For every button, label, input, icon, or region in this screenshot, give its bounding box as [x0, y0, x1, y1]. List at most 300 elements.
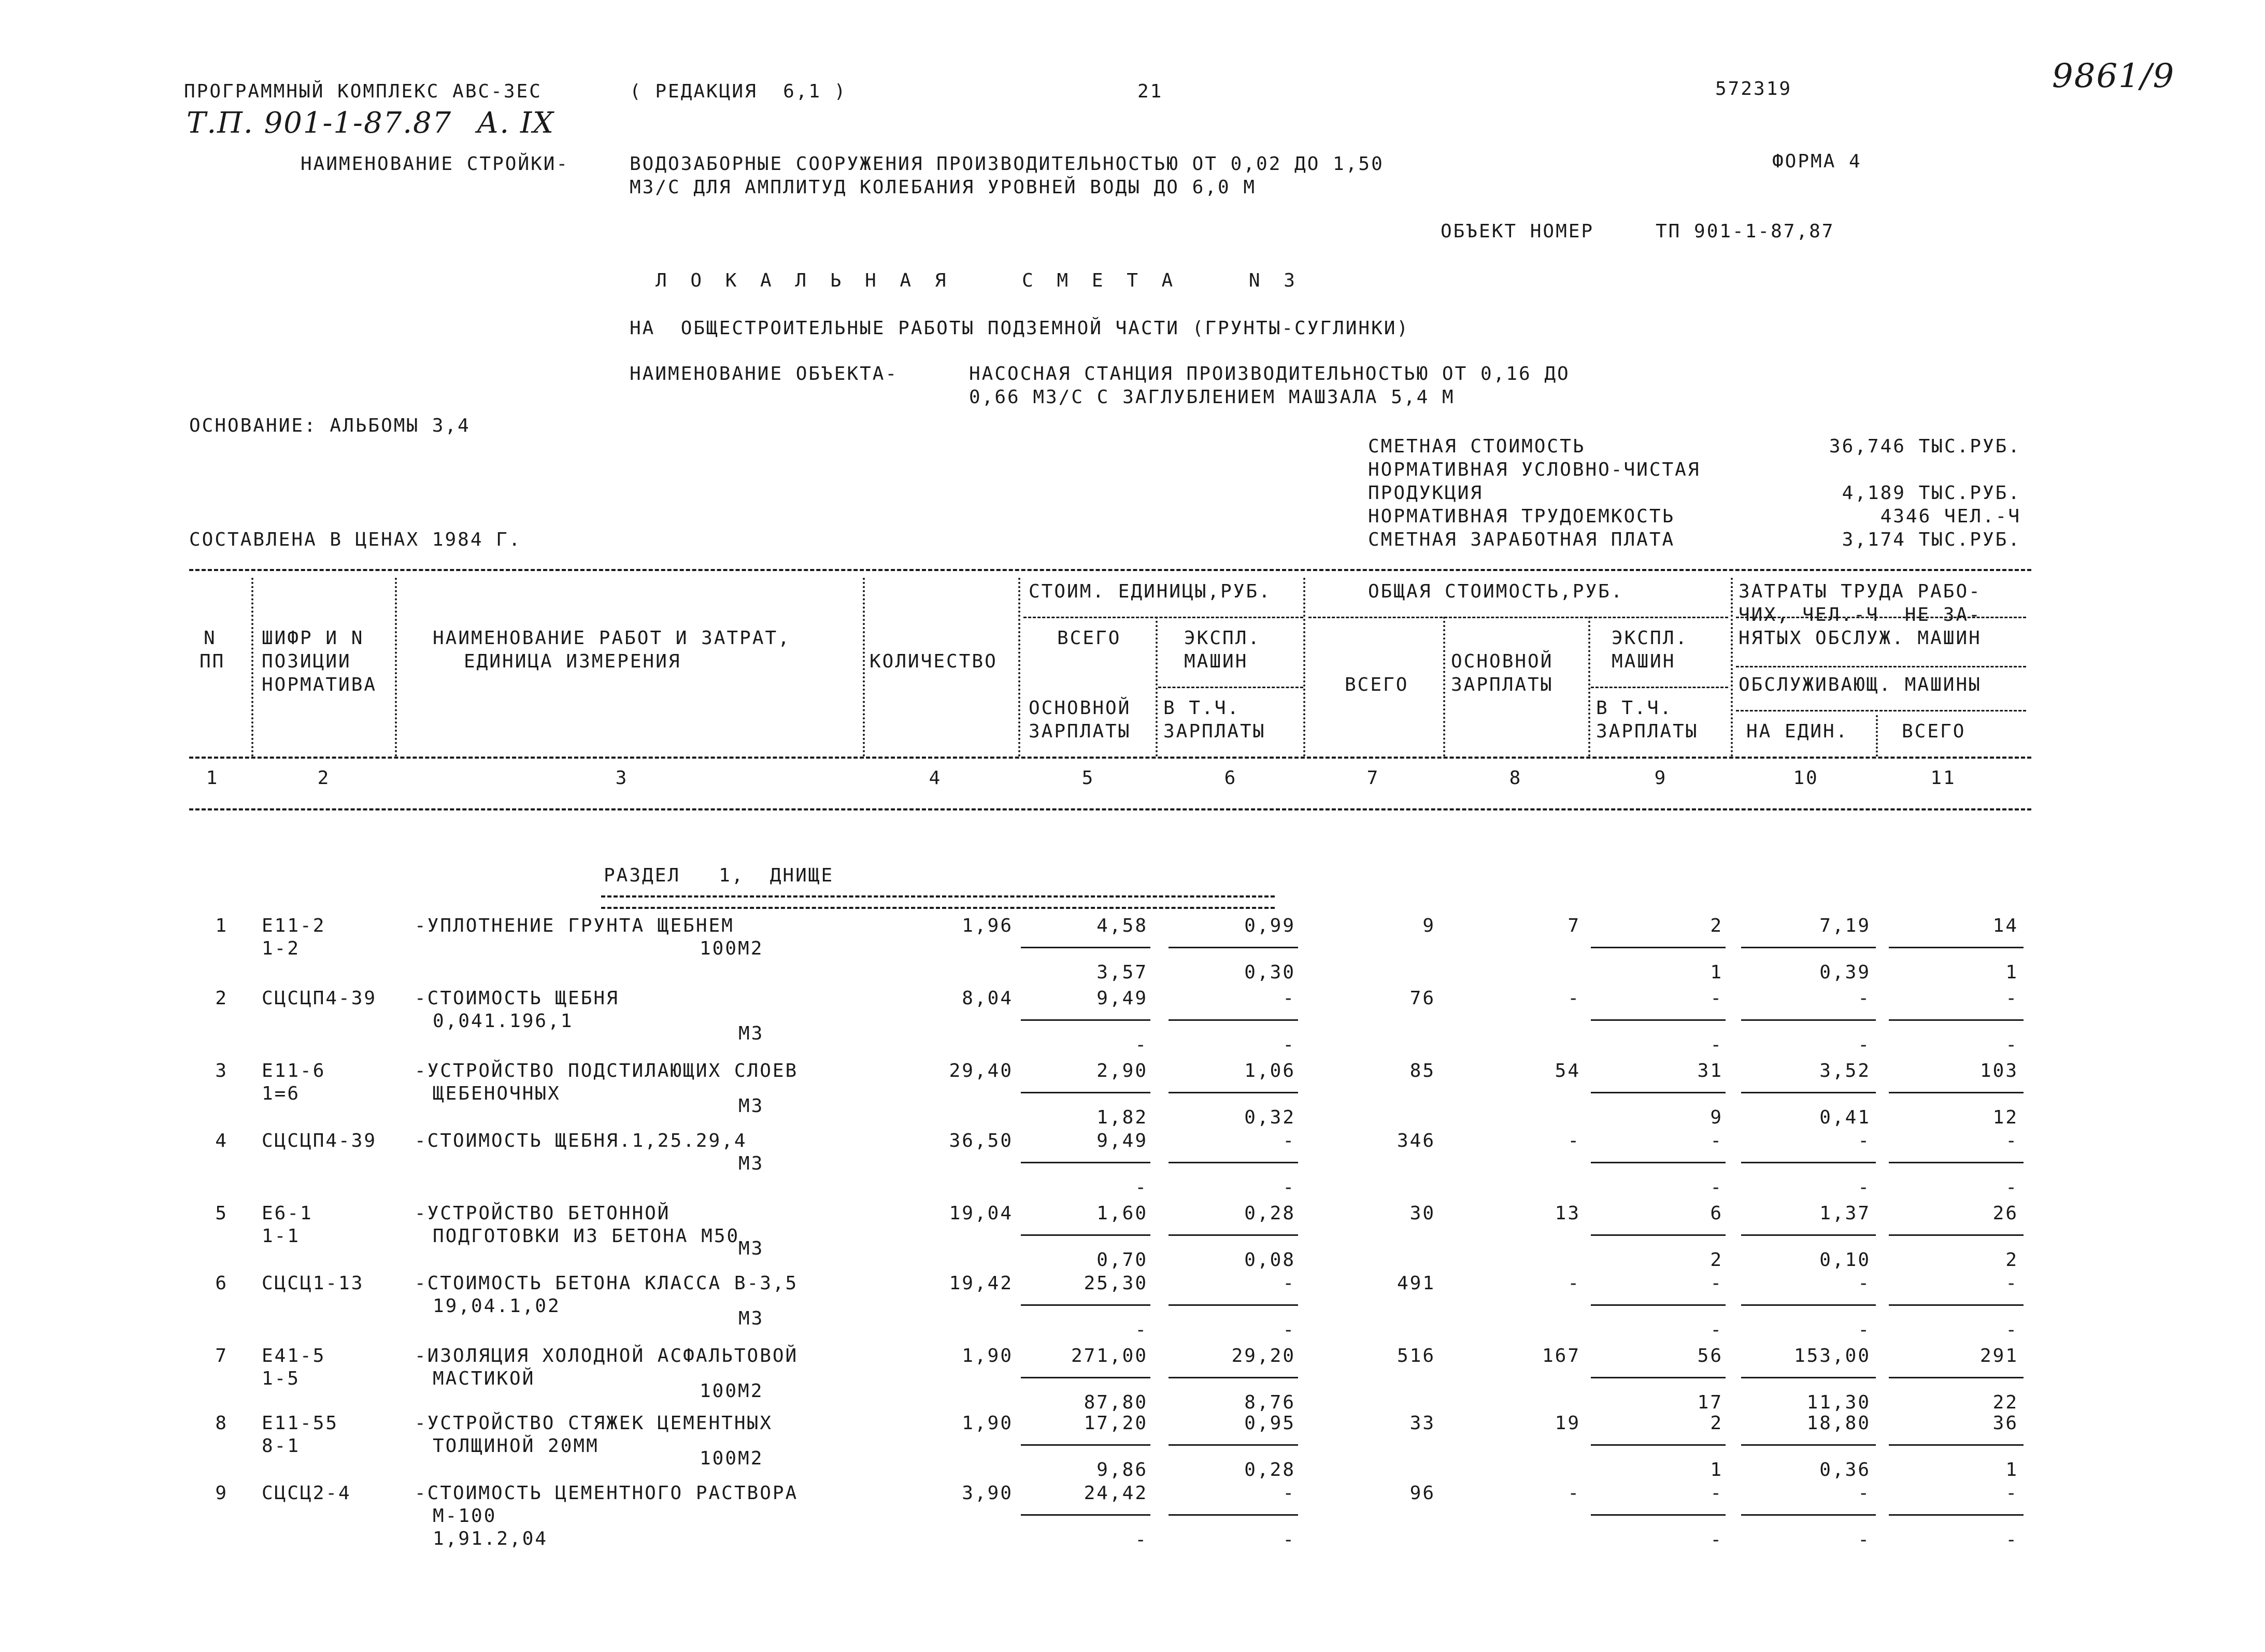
- row-machine-wage: 9: [1710, 1107, 1723, 1128]
- row-labor-service-total: 2: [2005, 1249, 2018, 1271]
- row-quantity: 8,04: [962, 988, 1013, 1009]
- row-unit-machines: -: [1283, 1483, 1295, 1504]
- row-labor-total: 291: [1979, 1345, 2018, 1366]
- cell-underline: [1741, 947, 1876, 948]
- row-total: 85: [1409, 1060, 1435, 1081]
- row-number: 4: [215, 1130, 228, 1151]
- header-subrule: [1736, 710, 2026, 711]
- column-divider: [1876, 715, 1878, 757]
- col-header-code: ШИФР И N: [262, 628, 364, 649]
- row-unit-total: 9,49: [1096, 1130, 1148, 1151]
- summary-label: НОРМАТИВНАЯ УСЛОВНО-ЧИСТАЯ: [1368, 459, 1701, 480]
- row-labor-per-unit: -: [1858, 1273, 1871, 1294]
- col-header-basic-wage: ОСНОВНОЙ: [1451, 651, 1554, 672]
- row-labor-service-total: -: [2005, 1034, 2018, 1056]
- col-header-number: N: [204, 628, 217, 649]
- document-title: Л О К А Л Ь Н А Я С М Е Т А N 3: [656, 270, 1301, 291]
- row-labor-service-per-unit: -: [1858, 1177, 1871, 1198]
- col-header-code: ПОЗИЦИИ: [262, 651, 351, 672]
- row-unit: М3: [738, 1095, 764, 1117]
- column-divider: [863, 578, 865, 757]
- cell-underline: [1169, 1019, 1298, 1021]
- row-unit-basic-wage: 0,70: [1096, 1249, 1148, 1271]
- row-number: 2: [215, 988, 228, 1009]
- col-header-quantity: КОЛИЧЕСТВО: [870, 651, 998, 672]
- row-unit-machine-wage: -: [1283, 1529, 1295, 1550]
- col-header-labor-total: ВСЕГО: [1902, 721, 1966, 742]
- row-unit: 100М2: [700, 1448, 764, 1469]
- row-labor-service-per-unit: -: [1858, 1529, 1871, 1550]
- cell-underline: [1889, 1514, 2024, 1516]
- row-unit: 100М2: [700, 1380, 764, 1402]
- column-number: 1: [206, 767, 219, 789]
- row-work-name: -УСТРОЙСТВО БЕТОННОЙ: [415, 1203, 671, 1224]
- summary-value: 4,189 ТЫС.РУБ.: [1842, 482, 2021, 504]
- col-header-labor-per-unit: НА ЕДИН.: [1746, 721, 1849, 742]
- row-unit-machine-wage: 0,28: [1244, 1459, 1295, 1480]
- construction-name-line2: М3/С ДЛЯ АМПЛИТУД КОЛЕБАНИЯ УРОВНЕЙ ВОДЫ ДО 6,0 М: [630, 177, 1257, 198]
- cell-underline: [1169, 1377, 1298, 1378]
- row-labor-per-unit: 1,37: [1819, 1203, 1871, 1224]
- row-code: Е41-5: [262, 1345, 326, 1366]
- row-unit-basic-wage: 1,82: [1096, 1107, 1148, 1128]
- col-header-unit-machines: ЭКСПЛ.: [1184, 628, 1261, 649]
- table-top-rule: [189, 569, 2031, 571]
- row-labor-service-per-unit: 0,41: [1819, 1107, 1871, 1128]
- row-total: 9: [1422, 915, 1435, 936]
- cell-underline: [1591, 1162, 1726, 1163]
- row-basic-wage: 7: [1568, 915, 1580, 936]
- cell-underline: [1741, 1092, 1876, 1093]
- object-number-label: ОБЪЕКТ НОМЕР: [1441, 221, 1594, 242]
- column-number: 10: [1793, 767, 1819, 789]
- row-unit: М3: [738, 1238, 764, 1259]
- column-number: 3: [615, 767, 629, 789]
- row-machine-wage: 2: [1710, 1249, 1723, 1271]
- cell-underline: [1591, 1092, 1726, 1093]
- summary-label: СМЕТНАЯ СТОИМОСТЬ: [1368, 436, 1586, 457]
- row-code: Е11-6: [262, 1060, 326, 1081]
- cell-underline: [1021, 1019, 1150, 1021]
- column-divider: [1443, 617, 1445, 757]
- row-unit: М3: [738, 1023, 764, 1044]
- column-divider: [1303, 578, 1305, 757]
- row-basic-wage: -: [1568, 1483, 1580, 1504]
- cell-underline: [1169, 1514, 1298, 1516]
- column-number: 5: [1081, 767, 1095, 789]
- row-labor-per-unit: -: [1858, 988, 1871, 1009]
- row-quantity: 19,42: [949, 1273, 1013, 1294]
- cell-underline: [1169, 947, 1298, 948]
- row-machine-wage: -: [1710, 1319, 1723, 1341]
- row-work-name: -УПЛОТНЕНИЕ ГРУНТА ЩЕБНЕМ: [415, 915, 734, 936]
- row-basic-wage: -: [1568, 988, 1580, 1009]
- col-header-total-cost: ОБЩАЯ СТОИМОСТЬ,РУБ.: [1368, 581, 1624, 602]
- column-divider: [1731, 578, 1733, 757]
- summary-value: 36,746 ТЫС.РУБ.: [1829, 436, 2021, 457]
- row-number: 5: [215, 1203, 228, 1224]
- row-unit-machine-wage: 0,30: [1244, 962, 1295, 983]
- row-code-sub: 8-1: [262, 1435, 301, 1457]
- row-labor-service-total: 1: [2005, 962, 2018, 983]
- construction-label: НАИМЕНОВАНИЕ СТРОЙКИ-: [301, 153, 569, 175]
- cell-underline: [1021, 1304, 1150, 1306]
- col-header-unit-machine-wage: В Т.Ч.: [1163, 697, 1241, 719]
- cell-underline: [1021, 1377, 1150, 1378]
- page-number: 21: [1137, 81, 1163, 102]
- row-total: 96: [1409, 1483, 1435, 1504]
- row-unit-machine-wage: -: [1283, 1034, 1295, 1056]
- row-machine-wage: 17: [1697, 1392, 1723, 1413]
- column-number: 7: [1366, 767, 1380, 789]
- row-code-sub: 1=6: [262, 1083, 301, 1104]
- row-code: СЦСЦ1-13: [262, 1273, 364, 1294]
- row-machine-wage: -: [1710, 1529, 1723, 1550]
- row-machines: -: [1710, 1273, 1723, 1294]
- row-machine-wage: -: [1710, 1034, 1723, 1056]
- row-labor-service-per-unit: 0,39: [1819, 962, 1871, 983]
- row-quantity: 1,96: [962, 915, 1013, 936]
- header-subrule: [1023, 617, 1303, 618]
- row-machine-wage: 1: [1710, 1459, 1723, 1480]
- cell-underline: [1021, 1092, 1150, 1093]
- row-labor-total: -: [2005, 988, 2018, 1009]
- edition-label: ( РЕДАКЦИЯ 6,1 ): [630, 81, 847, 102]
- row-work-name: ЩЕБЕНОЧНЫХ: [433, 1083, 561, 1104]
- form-label: ФОРМА 4: [1772, 151, 1862, 172]
- cell-underline: [1889, 947, 2024, 948]
- row-machines: -: [1710, 988, 1723, 1009]
- row-unit-machines: 1,06: [1244, 1060, 1295, 1081]
- row-labor-total: 26: [1992, 1203, 2018, 1224]
- cell-underline: [1591, 947, 1726, 948]
- row-machines: 6: [1710, 1203, 1723, 1224]
- row-labor-total: -: [2005, 1273, 2018, 1294]
- row-code-sub: 1-5: [262, 1368, 301, 1389]
- summary-label: ПРОДУКЦИЯ: [1368, 482, 1484, 504]
- row-total: 30: [1409, 1203, 1435, 1224]
- row-unit-basic-wage: 87,80: [1084, 1392, 1148, 1413]
- row-work-name: -ИЗОЛЯЦИЯ ХОЛОДНОЙ АСФАЛЬТОВОЙ: [415, 1345, 799, 1366]
- row-labor-per-unit: 18,80: [1806, 1413, 1871, 1434]
- cell-underline: [1741, 1444, 1876, 1446]
- construction-name-line1: ВОДОЗАБОРНЫЕ СООРУЖЕНИЯ ПРОИЗВОДИТЕЛЬНОСТЬЮ ОТ 0,02 ДО 1,50: [630, 153, 1384, 175]
- row-unit-basic-wage: -: [1135, 1319, 1148, 1341]
- row-number: 8: [215, 1413, 228, 1434]
- row-labor-total: 14: [1992, 915, 2018, 936]
- column-number: 4: [929, 767, 942, 789]
- row-total: 346: [1397, 1130, 1435, 1151]
- basis-note: ОСНОВАНИЕ: АЛЬБОМЫ 3,4: [189, 415, 471, 436]
- row-unit-total: 4,58: [1096, 915, 1148, 936]
- cell-underline: [1889, 1444, 2024, 1446]
- row-unit-machine-wage: -: [1283, 1319, 1295, 1341]
- row-work-name: 19,04.1,02: [433, 1295, 561, 1317]
- cell-underline: [1169, 1092, 1298, 1093]
- row-unit-machine-wage: 0,32: [1244, 1107, 1295, 1128]
- handwritten-project-code: Т.П. 901-1-87.87: [187, 106, 452, 140]
- header-subrule: [1308, 617, 1728, 618]
- row-unit-machine-wage: 8,76: [1244, 1392, 1295, 1413]
- row-labor-service-total: 22: [1992, 1392, 2018, 1413]
- col-header-number: ПП: [200, 651, 225, 672]
- row-number: 3: [215, 1060, 228, 1081]
- row-labor-service-per-unit: 0,36: [1819, 1459, 1871, 1480]
- row-work-name: -СТОИМОСТЬ ЩЕБНЯ: [415, 988, 619, 1009]
- row-machines: 2: [1710, 915, 1723, 936]
- col-header-unit-total: ВСЕГО: [1057, 628, 1121, 649]
- cell-underline: [1169, 1162, 1298, 1163]
- handwritten-archive-number: 9861/9: [2052, 57, 2175, 95]
- cell-underline: [1591, 1377, 1726, 1378]
- cell-underline: [1021, 1514, 1150, 1516]
- row-unit-machines: 29,20: [1231, 1345, 1295, 1366]
- column-number: 6: [1224, 767, 1237, 789]
- row-labor-total: 103: [1979, 1060, 2018, 1081]
- column-divider: [1588, 617, 1590, 757]
- row-work-name: ТОЛЩИНОЙ 20ММ: [433, 1435, 599, 1457]
- col-header-code: НОРМАТИВА: [262, 674, 377, 695]
- row-basic-wage: 54: [1555, 1060, 1580, 1081]
- cell-underline: [1021, 947, 1150, 948]
- row-work-name: М-100: [433, 1505, 497, 1527]
- row-labor-service-total: -: [2005, 1177, 2018, 1198]
- row-code: СЦСЦП4-39: [262, 988, 377, 1009]
- row-total: 516: [1397, 1345, 1435, 1366]
- cell-underline: [1889, 1377, 2024, 1378]
- cell-underline: [1889, 1234, 2024, 1236]
- row-work-name: -УСТРОЙСТВО СТЯЖЕК ЦЕМЕНТНЫХ: [415, 1413, 773, 1434]
- header-subrule: [1591, 687, 1728, 688]
- row-unit-machine-wage: -: [1283, 1177, 1295, 1198]
- row-unit-machines: 0,28: [1244, 1203, 1295, 1224]
- row-labor-per-unit: 7,19: [1819, 915, 1871, 936]
- cell-underline: [1889, 1162, 2024, 1163]
- row-code: СЦСЦП4-39: [262, 1130, 377, 1151]
- col-header-unit-cost: СТОИМ. ЕДИНИЦЫ,РУБ.: [1029, 581, 1272, 602]
- row-unit-total: 9,49: [1096, 988, 1148, 1009]
- row-unit-basic-wage: -: [1135, 1529, 1148, 1550]
- column-number: 11: [1930, 767, 1956, 789]
- row-code-sub: 1-2: [262, 938, 301, 959]
- column-divider: [1156, 617, 1158, 757]
- handwritten-album-number: А. IX: [477, 106, 554, 140]
- document-subtitle: НА ОБЩЕСТРОИТЕЛЬНЫЕ РАБОТЫ ПОДЗЕМНОЙ ЧАСТИ (ГРУНТЫ-СУГЛИНКИ): [630, 318, 1410, 339]
- row-machines: 56: [1697, 1345, 1723, 1366]
- row-machine-wage: -: [1710, 1177, 1723, 1198]
- object-number: ТП 901-1-87,87: [1656, 221, 1835, 242]
- row-code: Е11-2: [262, 915, 326, 936]
- col-header-labor: ЗАТРАТЫ ТРУДА РАБО-: [1739, 581, 1982, 602]
- col-header-basic-wage: ЗАРПЛАТЫ: [1451, 674, 1554, 695]
- row-machines: -: [1710, 1130, 1723, 1151]
- cell-underline: [1591, 1514, 1726, 1516]
- cell-underline: [1591, 1304, 1726, 1306]
- col-header-machines: ЭКСПЛ.: [1612, 628, 1689, 649]
- header-subrule: [1158, 687, 1303, 688]
- row-number: 6: [215, 1273, 228, 1294]
- row-labor-per-unit: 3,52: [1819, 1060, 1871, 1081]
- header-bottom-rule: [189, 757, 2031, 759]
- row-labor-total: 36: [1992, 1413, 2018, 1434]
- row-labor-service-total: 1: [2005, 1459, 2018, 1480]
- cell-underline: [1741, 1234, 1876, 1236]
- cell-underline: [1741, 1019, 1876, 1021]
- row-basic-wage: -: [1568, 1273, 1580, 1294]
- row-labor-service-per-unit: -: [1858, 1034, 1871, 1056]
- row-unit-basic-wage: -: [1135, 1034, 1148, 1056]
- row-unit-total: 24,42: [1084, 1483, 1148, 1504]
- row-labor-total: -: [2005, 1483, 2018, 1504]
- row-work-name: ПОДГОТОВКИ ИЗ БЕТОНА М50: [433, 1226, 740, 1247]
- col-header-unit-wage: ОСНОВНОЙ: [1029, 697, 1131, 719]
- section-title: РАЗДЕЛ 1, ДНИЩЕ: [604, 865, 834, 886]
- cell-underline: [1741, 1377, 1876, 1378]
- row-machines: 31: [1697, 1060, 1723, 1081]
- row-labor-service-total: -: [2005, 1529, 2018, 1550]
- row-machine-wage: 1: [1710, 962, 1723, 983]
- row-labor-service-total: -: [2005, 1319, 2018, 1341]
- row-unit: 100М2: [700, 938, 764, 959]
- column-divider: [1018, 578, 1020, 757]
- document-code: 572319: [1715, 78, 1792, 99]
- cell-underline: [1889, 1092, 2024, 1093]
- row-quantity: 19,04: [949, 1203, 1013, 1224]
- object-name-line2: 0,66 М3/С С ЗАГЛУБЛЕНИЕМ МАШЗАЛА 5,4 М: [969, 387, 1455, 408]
- cell-underline: [1889, 1019, 2024, 1021]
- row-work-name: -СТОИМОСТЬ ЦЕМЕНТНОГО РАСТВОРА: [415, 1483, 799, 1504]
- row-quantity: 1,90: [962, 1413, 1013, 1434]
- row-labor-per-unit: 153,00: [1793, 1345, 1871, 1366]
- col-header-work-name: ЕДИНИЦА ИЗМЕРЕНИЯ: [464, 651, 681, 672]
- col-header-machines: МАШИН: [1612, 651, 1676, 672]
- row-unit-basic-wage: 3,57: [1096, 962, 1148, 983]
- row-labor-service-per-unit: -: [1858, 1319, 1871, 1341]
- summary-value: 4346 ЧЕЛ.-Ч: [1880, 506, 2021, 527]
- row-labor-service-total: 12: [1992, 1107, 2018, 1128]
- col-header-unit-machine-wage: ЗАРПЛАТЫ: [1163, 721, 1266, 742]
- row-unit-machine-wage: 0,08: [1244, 1249, 1295, 1271]
- row-unit-machines: -: [1283, 1130, 1295, 1151]
- cell-underline: [1591, 1234, 1726, 1236]
- row-total: 76: [1409, 988, 1435, 1009]
- cell-underline: [1021, 1162, 1150, 1163]
- col-header-machine-wage: В Т.Ч.: [1596, 697, 1673, 719]
- column-divider: [395, 578, 397, 757]
- cell-underline: [1021, 1234, 1150, 1236]
- row-work-name: -СТОИМОСТЬ ЩЕБНЯ.1,25.29,4: [415, 1130, 747, 1151]
- row-labor-service-per-unit: 0,10: [1819, 1249, 1871, 1271]
- row-unit: М3: [738, 1153, 764, 1174]
- row-labor-per-unit: -: [1858, 1483, 1871, 1504]
- row-code-sub: 1-1: [262, 1226, 301, 1247]
- object-name-label: НАИМЕНОВАНИЕ ОБЪЕКТА-: [630, 363, 899, 384]
- row-code: Е6-1: [262, 1203, 313, 1224]
- row-unit-machines: -: [1283, 988, 1295, 1009]
- object-name-line1: НАСОСНАЯ СТАНЦИЯ ПРОИЗВОДИТЕЛЬНОСТЬЮ ОТ 0,16 ДО: [969, 363, 1570, 384]
- row-work-name: МАСТИКОЙ: [433, 1368, 535, 1389]
- row-machines: 2: [1710, 1413, 1723, 1434]
- column-number: 9: [1654, 767, 1668, 789]
- column-number: 8: [1509, 767, 1522, 789]
- cell-underline: [1889, 1304, 2024, 1306]
- row-unit-total: 1,60: [1096, 1203, 1148, 1224]
- price-basis-note: СОСТАВЛЕНА В ЦЕНАХ 1984 Г.: [189, 529, 522, 550]
- column-numbers-rule: [189, 808, 2031, 810]
- row-work-name: -СТОИМОСТЬ БЕТОНА КЛАССА В-3,5: [415, 1273, 799, 1294]
- cell-underline: [1591, 1444, 1726, 1446]
- column-divider: [251, 578, 253, 757]
- row-work-name: 1,91.2,04: [433, 1528, 548, 1549]
- cell-underline: [1591, 1019, 1726, 1021]
- column-number: 2: [317, 767, 331, 789]
- row-unit-total: 25,30: [1084, 1273, 1148, 1294]
- col-header-labor: ОБСЛУЖИВАЮЩ. МАШИНЫ: [1739, 674, 1982, 695]
- row-number: 7: [215, 1345, 228, 1366]
- row-total: 491: [1397, 1273, 1435, 1294]
- row-unit-machines: -: [1283, 1273, 1295, 1294]
- row-labor-total: -: [2005, 1130, 2018, 1151]
- row-machines: -: [1710, 1483, 1723, 1504]
- row-unit-machines: 0,99: [1244, 915, 1295, 936]
- row-basic-wage: 167: [1542, 1345, 1580, 1366]
- row-code: СЦСЦ2-4: [262, 1483, 351, 1504]
- cell-underline: [1169, 1304, 1298, 1306]
- header-subrule: [1736, 666, 2026, 667]
- col-header-unit-wage: ЗАРПЛАТЫ: [1029, 721, 1131, 742]
- program-name: ПРОГРАММНЫЙ КОМПЛЕКС АВС-3ЕС: [184, 81, 542, 102]
- col-header-work-name: НАИМЕНОВАНИЕ РАБОТ И ЗАТРАТ,: [433, 628, 791, 649]
- row-quantity: 36,50: [949, 1130, 1013, 1151]
- row-basic-wage: -: [1568, 1130, 1580, 1151]
- row-quantity: 3,90: [962, 1483, 1013, 1504]
- row-total: 33: [1409, 1413, 1435, 1434]
- cell-underline: [1741, 1162, 1876, 1163]
- col-header-machine-wage: ЗАРПЛАТЫ: [1596, 721, 1699, 742]
- row-quantity: 29,40: [949, 1060, 1013, 1081]
- cell-underline: [1169, 1234, 1298, 1236]
- col-header-total: ВСЕГО: [1345, 674, 1409, 695]
- col-header-unit-machines: МАШИН: [1184, 651, 1248, 672]
- cell-underline: [1741, 1304, 1876, 1306]
- summary-label: СМЕТНАЯ ЗАРАБОТНАЯ ПЛАТА: [1368, 529, 1675, 550]
- row-labor-per-unit: -: [1858, 1130, 1871, 1151]
- row-quantity: 1,90: [962, 1345, 1013, 1366]
- row-basic-wage: 13: [1555, 1203, 1580, 1224]
- summary-value: 3,174 ТЫС.РУБ.: [1842, 529, 2021, 550]
- row-unit-basic-wage: 9,86: [1096, 1459, 1148, 1480]
- col-header-labor: ЧИХ, ЧЕЛ.-Ч НЕ ЗА-: [1739, 604, 1982, 625]
- summary-label: НОРМАТИВНАЯ ТРУДОЕМКОСТЬ: [1368, 506, 1675, 527]
- col-header-labor: НЯТЫХ ОБСЛУЖ. МАШИН: [1739, 628, 1982, 649]
- row-work-name: 0,041.196,1: [433, 1010, 574, 1032]
- row-unit-machines: 0,95: [1244, 1413, 1295, 1434]
- row-unit-total: 17,20: [1084, 1413, 1148, 1434]
- cell-underline: [1021, 1444, 1150, 1446]
- row-work-name: -УСТРОЙСТВО ПОДСТИЛАЮЩИХ СЛОЕВ: [415, 1060, 799, 1081]
- row-code: Е11-55: [262, 1413, 339, 1434]
- row-labor-service-per-unit: 11,30: [1806, 1392, 1871, 1413]
- row-number: 1: [215, 915, 228, 936]
- row-basic-wage: 19: [1555, 1413, 1580, 1434]
- row-unit: М3: [738, 1308, 764, 1329]
- section-double-rule: [601, 895, 1275, 909]
- cell-underline: [1741, 1514, 1876, 1516]
- cell-underline: [1169, 1444, 1298, 1446]
- row-unit-basic-wage: -: [1135, 1177, 1148, 1198]
- row-unit-total: 271,00: [1071, 1345, 1148, 1366]
- row-number: 9: [215, 1483, 228, 1504]
